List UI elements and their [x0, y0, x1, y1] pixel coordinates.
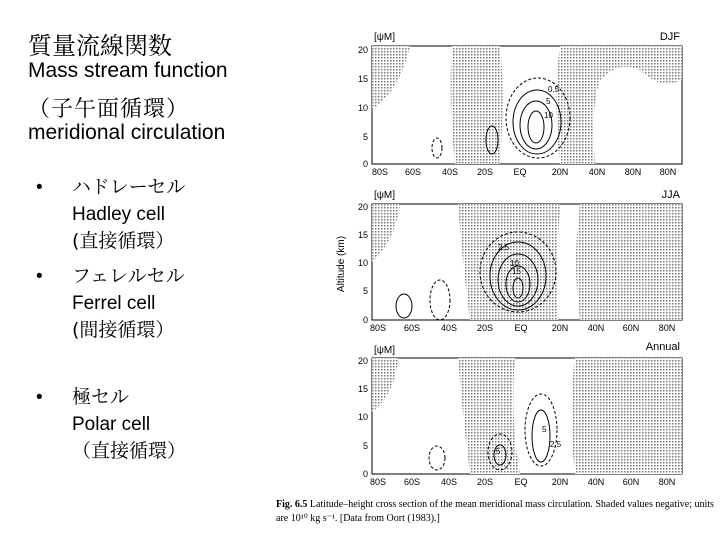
x-tick: 60S: [403, 323, 421, 333]
bullet-hadley-jp: ハドレーセル: [72, 176, 186, 198]
y-tick: 15: [357, 384, 368, 394]
y-tick-labels: [358, 202, 368, 325]
bullet-polar-type: （直接循環）: [72, 440, 187, 462]
x-tick: 80N: [658, 477, 676, 487]
subtitle-japanese: （子午面循環）: [28, 97, 190, 122]
x-tick: 20N: [551, 167, 569, 177]
season-label: DJF: [659, 31, 680, 43]
contour-label: 2.5: [498, 243, 510, 252]
y-tick: 20: [357, 356, 368, 366]
x-tick: 80S: [369, 323, 387, 333]
caption-text: Latitude–height cross section of the mean meridional mass circulation. Shaded values negative; units are 10¹⁰ kg s⁻¹. [Data from Oort (1983).]: [276, 499, 714, 524]
title-japanese: 質量流線関数: [28, 32, 172, 60]
panel-djf: [358, 31, 682, 177]
contour-label: 5: [546, 97, 551, 106]
contour-label: 0.5: [548, 85, 560, 94]
shaded-region: [572, 358, 683, 474]
bullet-polar-en: Polar cell: [72, 414, 151, 435]
y-tick: 15: [357, 74, 368, 84]
y-tick-labels: [358, 356, 368, 479]
x-tick: 80N: [658, 323, 676, 333]
bullet-marker: •: [36, 387, 43, 408]
shaded-region: [576, 204, 682, 320]
x-tick: EQ: [513, 167, 527, 177]
y-tick: 10: [357, 258, 368, 268]
y-tick: 20: [357, 202, 368, 212]
x-tick: 60S: [404, 167, 422, 177]
y-tick: 10: [357, 103, 368, 113]
y-tick: 5: [362, 132, 368, 142]
x-tick: 40S: [440, 477, 458, 487]
x-tick: 20S: [476, 323, 494, 333]
x-tick: 40N: [587, 477, 605, 487]
x-tick: 40S: [440, 323, 458, 333]
season-label: JJA: [661, 189, 680, 201]
season-label: Annual: [645, 341, 680, 353]
bullet-ferrel-en: Ferrel cell: [72, 293, 156, 314]
x-tick: 80N: [624, 167, 642, 177]
y-tick: 0: [362, 469, 368, 479]
title-english: Mass stream function: [28, 59, 228, 82]
x-tick-labels: [372, 167, 676, 177]
bullet-polar-jp: 極セル: [72, 386, 130, 408]
bullet-marker: •: [36, 266, 43, 287]
caption-figure-number: Fig. 6.5: [276, 499, 308, 510]
y-tick: 20: [357, 45, 368, 55]
panel-jja: [358, 189, 682, 333]
psi-label: [ψM]: [374, 345, 396, 356]
y-tick: 0: [362, 315, 368, 325]
shaded-region: [451, 46, 503, 164]
bullet-marker: •: [36, 177, 43, 198]
psi-label: [ψM]: [374, 32, 396, 43]
shaded-region: [458, 204, 560, 320]
y-tick: 15: [357, 230, 368, 240]
subtitle-english: meridional circulation: [28, 121, 226, 144]
y-axis-label: Altitude (km): [336, 235, 347, 293]
contour-label: 10: [544, 111, 553, 120]
x-tick: 80S: [371, 167, 389, 177]
contour-label: 5: [542, 425, 547, 434]
contour-label: 2.5: [550, 440, 562, 449]
x-tick: EQ: [514, 477, 528, 487]
x-tick-labels: [370, 323, 675, 333]
x-tick: 60N: [622, 477, 640, 487]
x-tick: 80N: [659, 167, 677, 177]
bullet-hadley-type: (直接循環）: [72, 230, 175, 252]
panel-annual: [358, 341, 682, 487]
y-tick: 5: [362, 286, 368, 296]
x-tick-labels: [370, 477, 675, 487]
x-tick: 60S: [403, 477, 421, 487]
x-tick: EQ: [514, 323, 528, 333]
y-tick: 10: [357, 412, 368, 422]
x-tick: 40S: [441, 167, 459, 177]
bullet-ferrel-type: (間接循環）: [72, 319, 175, 341]
x-tick: 80S: [369, 477, 387, 487]
contour-label: 5: [496, 447, 501, 456]
y-tick: 0: [362, 159, 368, 169]
bullet-ferrel-jp: フェレルセル: [72, 265, 185, 287]
x-tick: 60N: [622, 323, 640, 333]
x-tick: 20N: [551, 323, 569, 333]
contour-label: 15: [512, 267, 521, 276]
y-tick: 5: [362, 441, 368, 451]
x-tick: 20N: [551, 477, 569, 487]
x-tick: 20S: [476, 167, 494, 177]
contour-label: 10: [510, 259, 519, 268]
x-tick: 20S: [476, 477, 494, 487]
x-tick: 40N: [588, 167, 606, 177]
bullet-hadley-en: Hadley cell: [72, 204, 165, 225]
y-tick-labels: [358, 45, 368, 169]
psi-label: [ψM]: [374, 190, 396, 201]
figure-caption: [276, 498, 716, 526]
x-tick: 40N: [587, 323, 605, 333]
